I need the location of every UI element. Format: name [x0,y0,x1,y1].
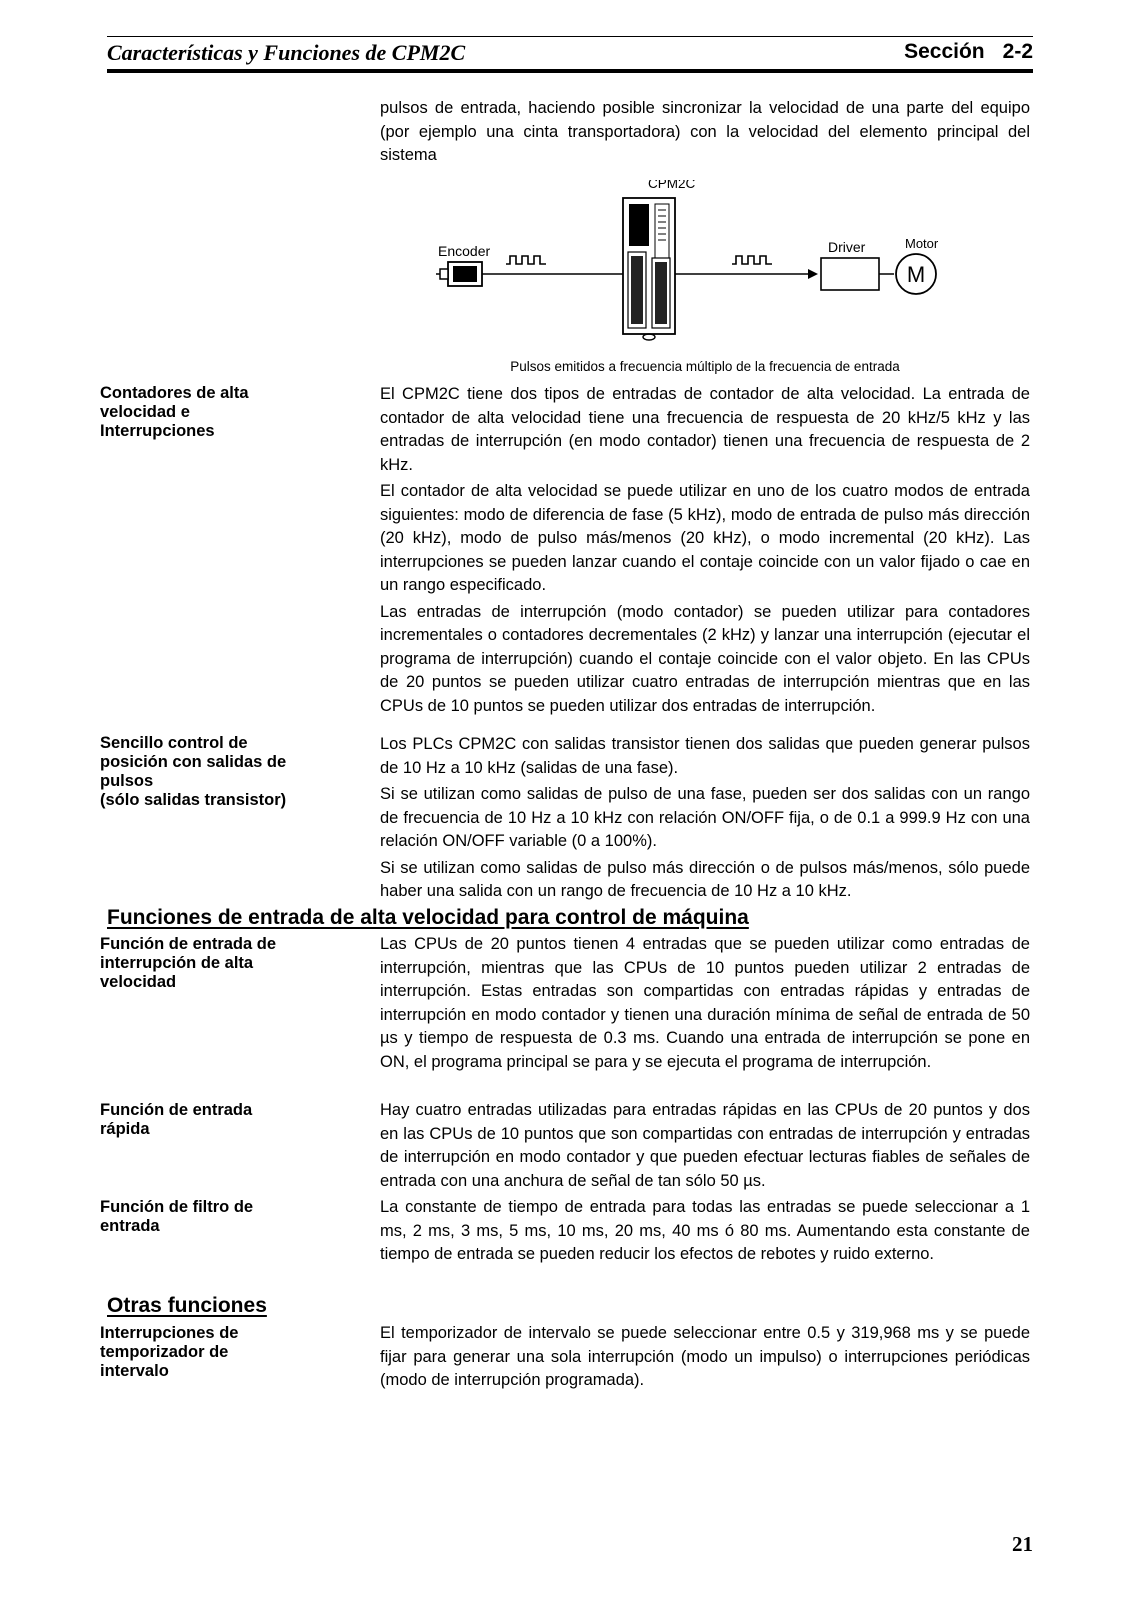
side-heading-line: Interrupciones de [100,1324,239,1342]
paragraph: La constante de tiempo de entrada para todas las entradas se puede seleccionar a 1 ms, 2 ms, 3 ms, 5 ms, 10 ms, 20 ms, 40 ms ó 80 ms. Aumentando esta constante de tiempo de entrada se pueden reducir los efectos de rebotes y ruido externo. [380,1198,1030,1263]
header-rule-bottom [107,69,1033,73]
paragraph: Los PLCs CPM2C con salidas transistor tienen dos salidas que pueden generar pulsos de 10 Hz a 10 kHz (salidas de una fase). [380,735,1030,777]
header-title: Características y Funciones de CPM2C [107,40,466,65]
page-number: 21 [1012,1532,1033,1556]
paragraph: Las entradas de interrupción (modo contador) se pueden utilizar para contadores incrementales o contadores decrementales (2 kHz) y lanzar una interrupción (ejecutar el programa de interrupción) cuando el contaje coincide con el valor objeto. En las CPUs de 20 puntos se pueden utilizar cuatro entradas de interrupción mientras que en las CPUs de 10 puntos se pueden utilizar dos entradas de interrupción. [380,602,1030,715]
paragraph: Hay cuatro entradas utilizadas para entradas rápidas en las CPUs de 20 puntos y dos en las CPUs de 10 puntos que son compartidas con entradas de interrupción y entradas de interrupción en modo contador y que pueden efectuar lecturas fiables de señales de entrada con una anchura de señal de tan sólo 50 µs. [380,1101,1030,1190]
section-heading-machine: Funciones de entrada de alta velocidad para control de máquina [107,906,749,929]
side-heading-line: Sencillo control de [100,734,248,752]
encoder-face [453,266,477,282]
figure-caption: Pulsos emitidos a frecuencia múltiplo de la frecuencia de entrada [510,359,900,374]
side-heading-line: pulsos [100,772,154,790]
counters-body [380,383,1030,721]
side-heading-line: interrupción de alta [100,954,254,972]
paragraph: Si se utilizan como salidas de pulso de una fase, pueden ser dos salidas con un rango de frecuencia de 10 Hz a 10 kHz con relación ON/OFF fija, o de 0.1 a 999.9 Hz con una relación ON/OFF variable (0 a 100%). [380,785,1030,850]
side-heading-line: rápida [100,1120,150,1138]
figure-encoder-label: Encoder [438,243,491,259]
paragraph: El temporizador de intervalo se puede seleccionar entre 0.5 y 319,968 ms y se puede fijar para generar una sola interrupción (modo un impulso) o interrupciones periódicas (modo de interrupción programada). [380,1324,1030,1389]
cpm2c-pins-left [631,256,643,324]
output-arrow [808,269,818,279]
synchronization-diagram [430,180,990,348]
paragraph: Las CPUs de 20 puntos tienen 4 entradas que se pueden utilizar como entradas de interrupción, mientras que las CPUs de 10 puntos pueden utilizar 2 entradas de interrupción. Estas entradas son compartidas con entradas rápidas y entradas de interrupción en modo contador y tienen una duración mínima de señal de entrada de 50 µs y tiempo de respuesta de 0.3 ms. Cuando una entrada de interrupción se pone en ON, el programa principal se para y se ejecuta el programa de interrupción. [380,935,1030,1071]
side-heading-line: (sólo salidas transistor) [100,791,287,809]
interrupt-input-body [380,933,1030,1077]
side-heading-line: Contadores de alta [100,384,249,402]
figure-driver-label: Driver [828,239,866,255]
output-pulse-train [732,256,772,264]
paragraph: El contador de alta velocidad se puede utilizar en uno de los cuatro modos de entrada siguientes: modo de diferencia de fase (5 kHz), modo de entrada de pulso más dirección (20 kHz), modo de pulso más/menos (20 kHz), o modo incremental (20 kHz). Las interrupciones se pueden lanzar cuando el contaje coincide con un valor fijado o cae en un rango especificado. [380,482,1030,594]
input-pulse-train [506,256,546,264]
side-heading-line: Función de entrada [100,1101,253,1119]
side-heading-filter [100,1198,350,1236]
section-heading-other: Otras funciones [107,1294,267,1317]
driver-box [821,258,879,290]
side-heading-line: temporizador de [100,1343,229,1361]
header-rule-top [107,36,1033,37]
side-heading-line: velocidad [100,973,177,991]
side-heading-quick-input [100,1101,350,1139]
motor-symbol: M [906,262,926,287]
side-heading-line: Función de filtro de [100,1198,254,1216]
figure-motor-label: Motor [905,236,939,251]
side-heading-timer [100,1324,350,1381]
paragraph: El CPM2C tiene dos tipos de entradas de contador de alta velocidad. La entrada de contador de alta velocidad tiene una frecuencia de respuesta de 20 kHz/5 kHz y las entradas de interrupción (en modo contador) tienen una frecuencia de respuesta de 2 kHz. [380,385,1030,474]
cpm2c-display [629,204,649,246]
header-section [904,40,1033,64]
side-heading-position [100,734,350,810]
encoder-shaft [440,269,448,279]
side-heading-interrupt-input [100,935,350,992]
side-heading-counters [100,384,350,441]
paragraph: Si se utilizan como salidas de pulso más dirección o de pulsos más/menos, sólo puede haber una salida con un rango de frecuencia de 10 Hz a 10 kHz. [380,858,1030,900]
intro-block [380,97,1030,171]
header-section-number: 2-2 [1002,40,1033,63]
side-heading-line: velocidad e [100,403,190,421]
quick-input-body [380,1099,1030,1196]
header-section-label: Sección [904,40,985,63]
cpm2c-pins-right [655,262,667,324]
side-heading-line: intervalo [100,1362,169,1380]
side-heading-line: entrada [100,1217,160,1235]
intro-paragraph: pulsos de entrada, haciendo posible sincronizar la velocidad de una parte del equipo (por ejemplo una cinta transportadora) con la velocidad del elemento principal del sistema [380,99,1030,164]
side-heading-line: Interrupciones [100,422,215,440]
timer-body [380,1322,1030,1396]
position-body [380,733,1030,907]
side-heading-line: posición con salidas de [100,753,287,771]
filter-body [380,1196,1030,1270]
side-heading-line: Función de entrada de [100,935,277,953]
figure-cpm-label: CPM2C [648,180,696,191]
